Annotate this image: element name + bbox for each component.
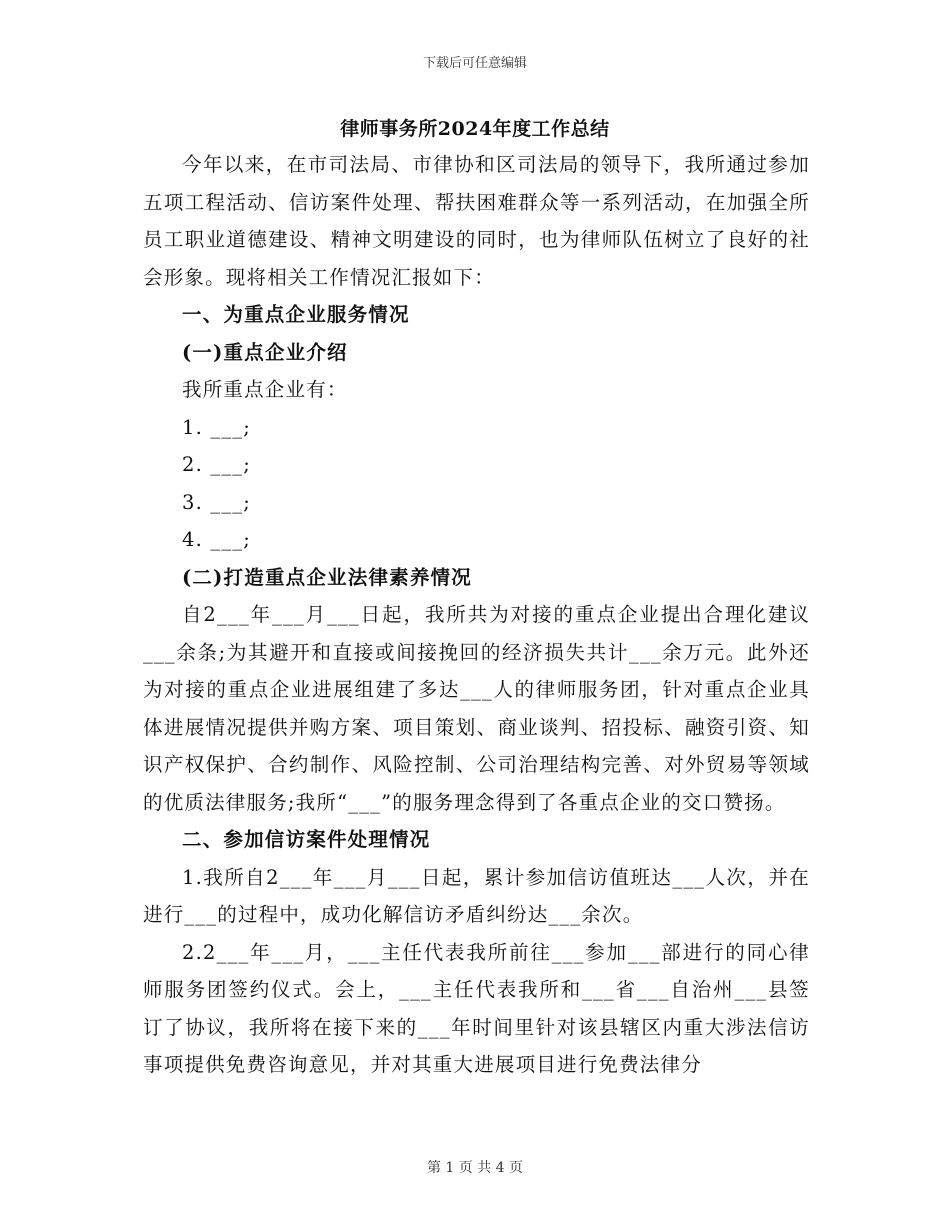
intro-paragraph: 今年以来，在市司法局、市律协和区司法局的领导下，我所通过参加五项工程活动、信访案件处理、帮扶困难群众等一系列活动，在加强全所员工职业道德建设、精神文明建设的同时，也为律师队伍树立了良好的社会形象。现将相关工作情况汇报如下： bbox=[143, 153, 810, 289]
subsection-heading-1-1: (一)重点企业介绍 bbox=[182, 340, 348, 364]
section-heading-1: 一、为重点企业服务情况 bbox=[182, 303, 410, 326]
list-intro: 我所重点企业有： bbox=[182, 378, 348, 401]
list-item: 4. ___; bbox=[182, 528, 252, 551]
page-footer: 第 1 页 共 4 页 bbox=[426, 1160, 524, 1176]
legal-services-paragraph: 自2___年___月___日起，我所共为对接的重点企业提出合理化建议___余条;为其避开和直接或间接挽回的经济损失共计___余万元。此外还为对接的重点企业进展组建了多达___人的律师服务团，针对重点企业具体进展情况提供并购方案、项目策划、商业谈判、招投标、融资引资、知识产权保护、合约制作、风险控制、公司治理结构完善、对外贸易等领域的优质法律服务;我所“___”的服务理念得到了各重点企业的交口赞扬。 bbox=[143, 603, 810, 814]
document-body bbox=[143, 146, 810, 1084]
list-item: 1. ___; bbox=[182, 415, 252, 439]
page-header-note: 下载后可任意编辑 bbox=[422, 56, 527, 71]
petition-paragraph-1: 1.我所自2___年___月___日起，累计参加信访值班达___人次，并在进行___的过程中，成功化解信访矛盾纠纷达___余次。 bbox=[143, 865, 810, 926]
section-heading-2: 二、参加信访案件处理情况 bbox=[182, 828, 431, 851]
subsection-heading-1-2: (二)打造重点企业法律素养情况 bbox=[182, 565, 472, 589]
document-title: 律师事务所2024年度工作总结 bbox=[340, 118, 610, 140]
list-item: 3. ___; bbox=[182, 490, 252, 514]
list-item: 2. ___; bbox=[182, 453, 252, 476]
petition-paragraph-2: 2.2___年___月，___主任代表我所前往___参加___部进行的同心律师服务团签约仪式。会上，___主任代表我所和___省___自治州___县签订了协议，我所将在接下来的___年时间里针对该县辖区内重大涉法信访事项提供免费咨询意见，并对其重大进展项目进行免费法律分 bbox=[143, 940, 810, 1076]
